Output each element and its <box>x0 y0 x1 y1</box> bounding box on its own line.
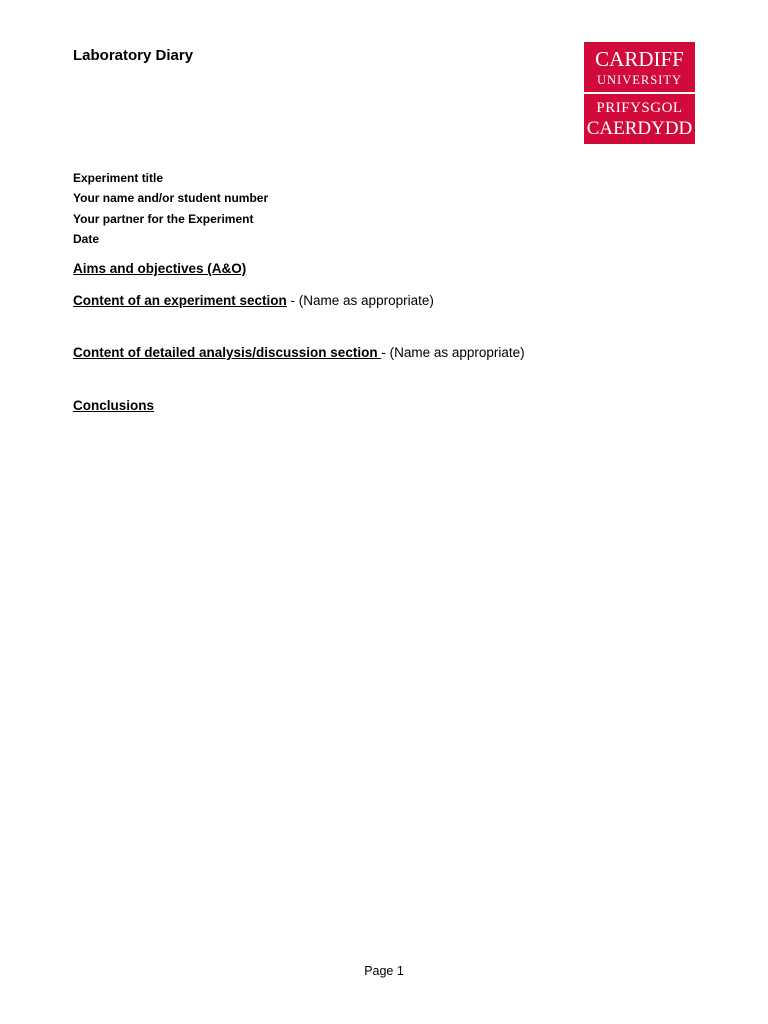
section-experiment-content <box>73 292 434 310</box>
field-date: Date <box>73 231 100 246</box>
section-aims-objectives <box>73 260 246 278</box>
section-conclusions <box>73 397 154 415</box>
section-heading: Content of an experiment section <box>73 293 287 308</box>
logo-text-caerdydd: CAERDYDD <box>586 118 693 139</box>
section-note: (Name as appropriate) <box>389 345 525 360</box>
section-separator: - <box>286 293 299 308</box>
section-heading: Content of detailed analysis/discussion section <box>73 345 382 360</box>
logo-text-prifysgol: PRIFYSGOL <box>596 100 683 116</box>
section-analysis-discussion <box>73 344 525 362</box>
section-heading: Conclusions <box>73 398 155 413</box>
logo-text-cardiff: CARDIFF <box>595 47 684 71</box>
experiment-details <box>73 168 268 249</box>
section-separator: - <box>381 345 390 360</box>
field-partner: Your partner for the Experiment <box>73 211 254 226</box>
section-note: (Name as appropriate) <box>298 293 434 308</box>
field-student-name: Your name and/or student number <box>73 191 269 206</box>
field-experiment-title: Experiment title <box>73 171 164 185</box>
cardiff-university-logo <box>584 42 695 144</box>
document-title: Laboratory Diary <box>73 47 194 64</box>
section-heading: Aims and objectives (A&O) <box>73 261 247 276</box>
logo-text-university: UNIVERSITY <box>597 73 682 87</box>
page-number: Page 1 <box>364 964 404 978</box>
